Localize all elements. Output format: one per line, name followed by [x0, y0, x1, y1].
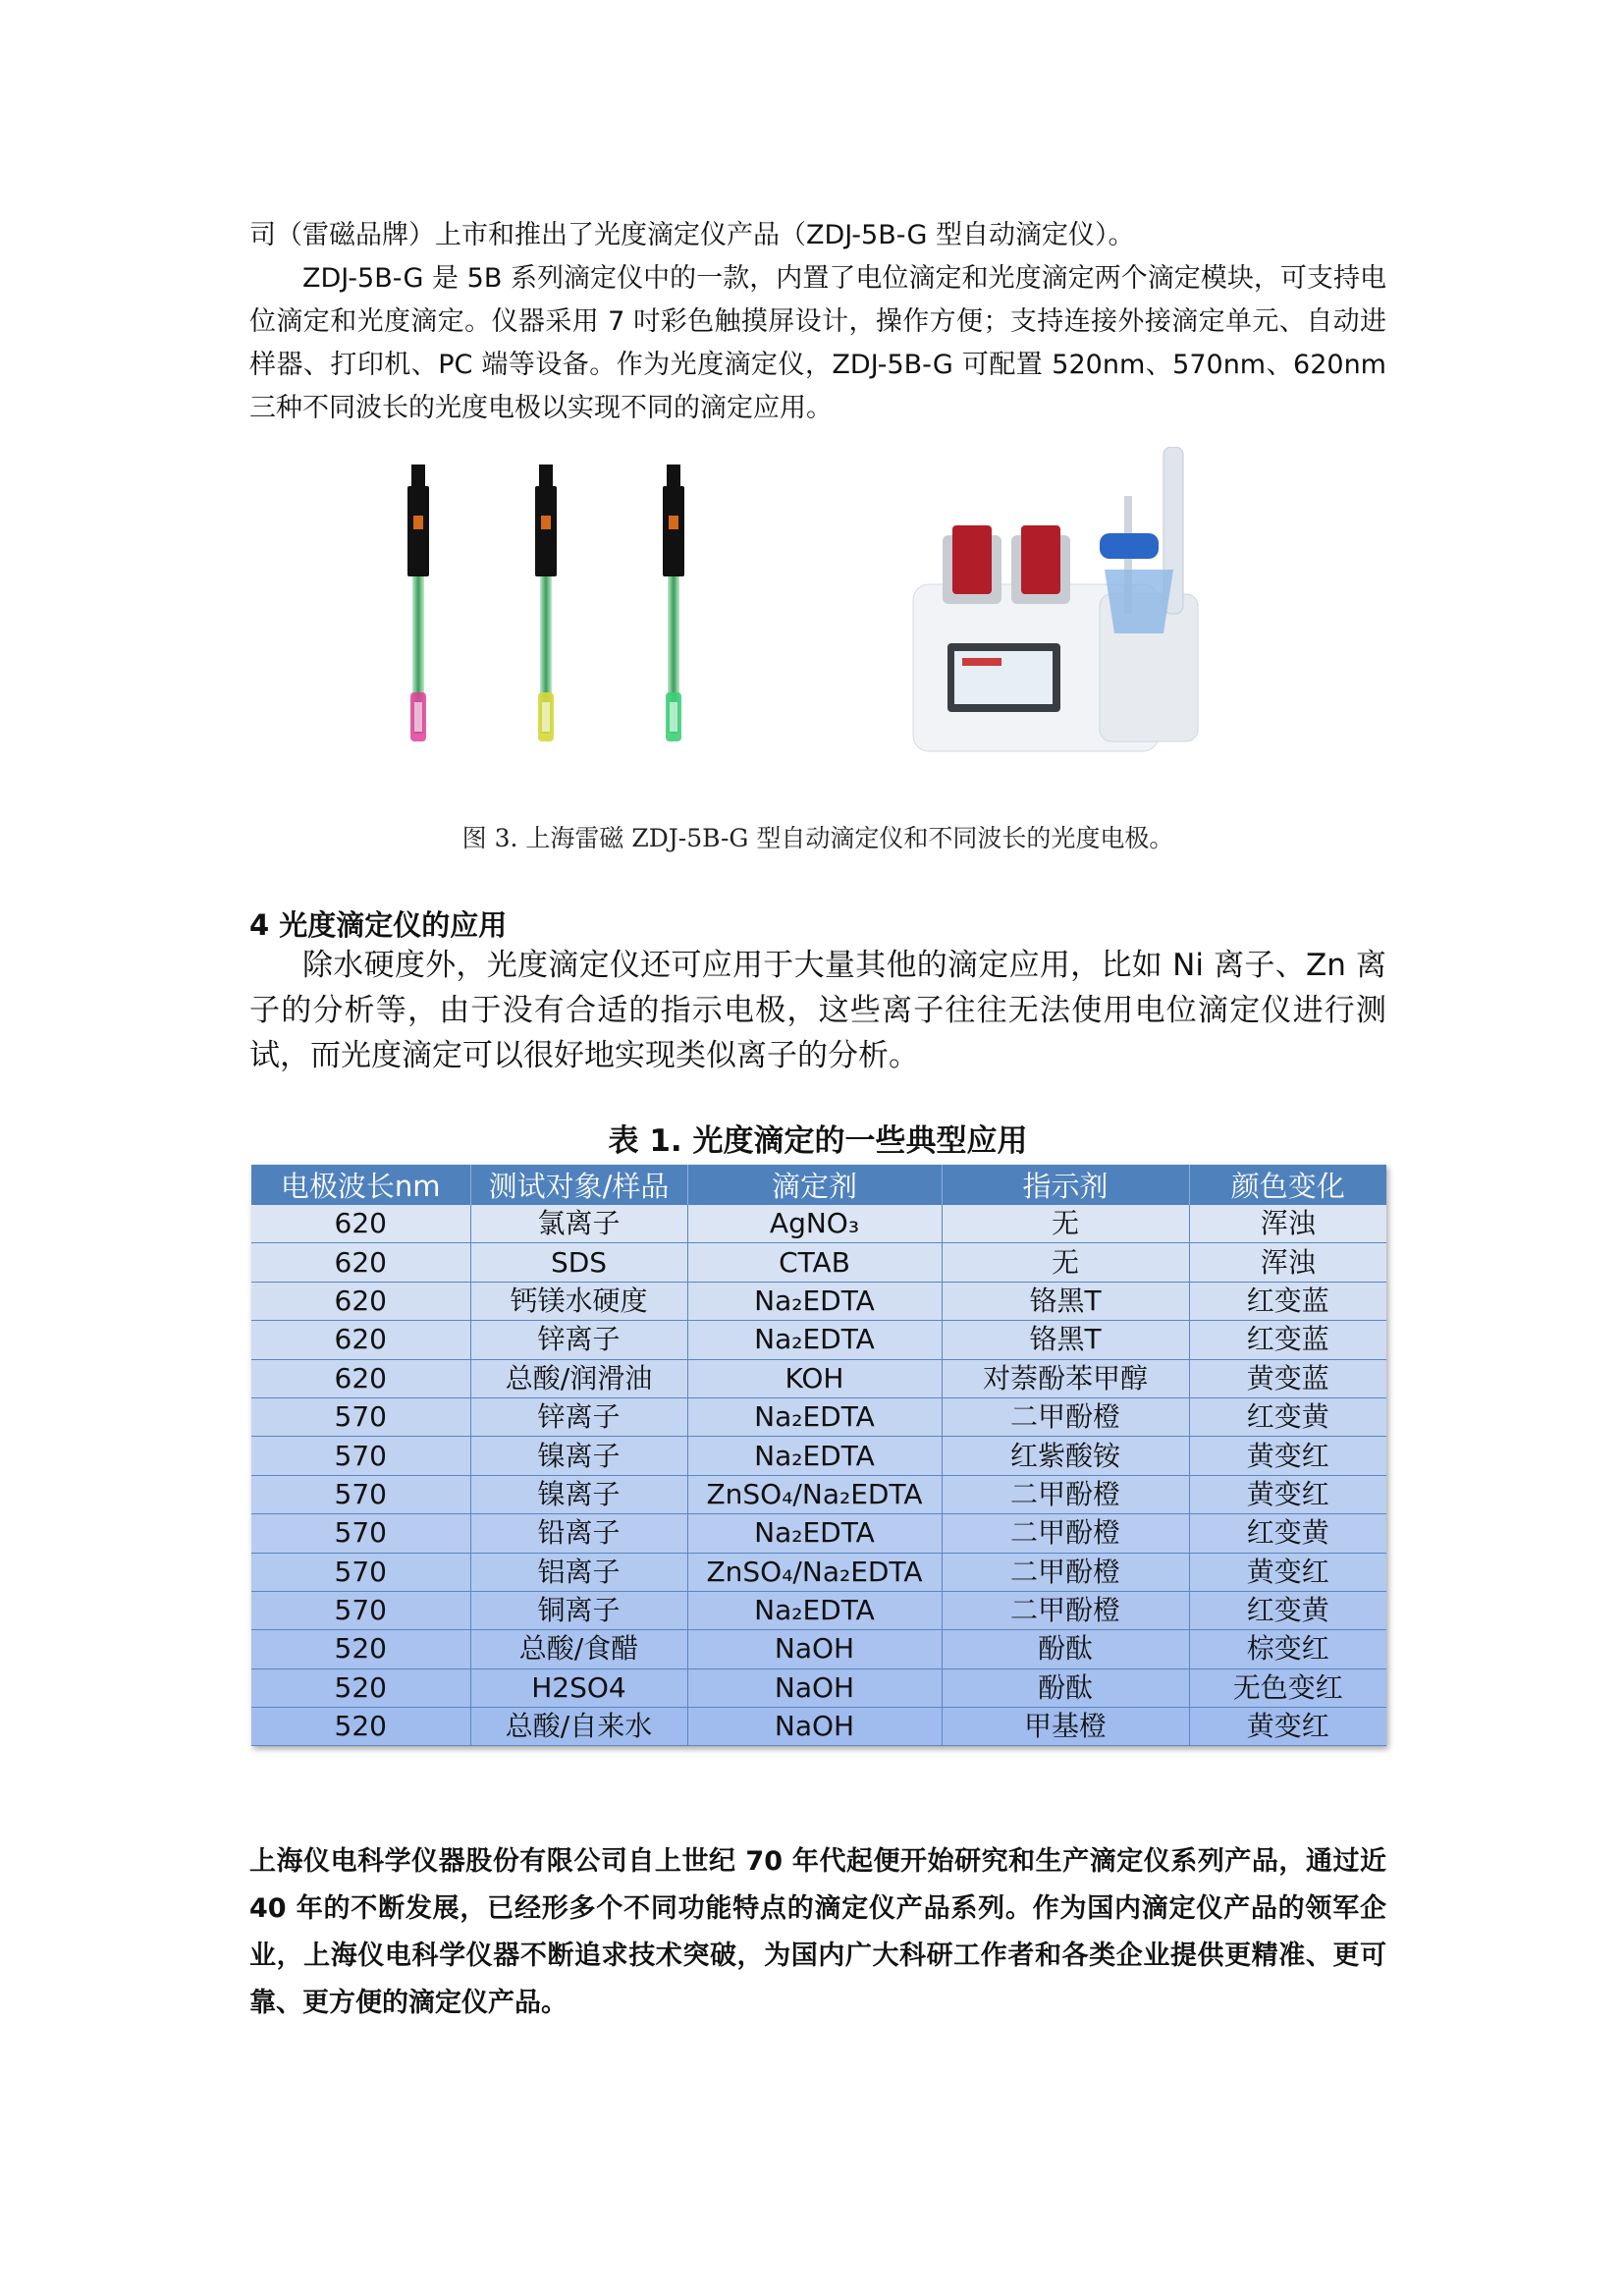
header-sample: 测试对象/样品: [470, 1165, 687, 1205]
table-row: [251, 1397, 1386, 1436]
cell-color-change: 红变黄: [1189, 1397, 1386, 1436]
table-row: [251, 1514, 1386, 1553]
cell-titrant: Na₂EDTA: [687, 1321, 942, 1359]
cell-color-change: 红变蓝: [1189, 1321, 1386, 1359]
cell-wavelength: 620: [251, 1282, 470, 1320]
cell-wavelength: 570: [251, 1514, 470, 1553]
table-row: [251, 1282, 1386, 1320]
table-row: [251, 1243, 1386, 1282]
cell-color-change: 无色变红: [1189, 1668, 1386, 1707]
cell-titrant: KOH: [687, 1359, 942, 1397]
cell-indicator: 铬黑T: [942, 1282, 1189, 1320]
cell-wavelength: 570: [251, 1591, 470, 1629]
cell-sample: 铜离子: [470, 1591, 687, 1629]
cell-titrant: NaOH: [687, 1668, 942, 1707]
table-row: [251, 1475, 1386, 1513]
applications-table: [251, 1165, 1386, 1746]
header-titrant: 滴定剂: [687, 1165, 942, 1205]
section-paragraph: 除水硬度外，光度滴定仪还可应用于大量其他的滴定应用，比如 Ni 离子、Zn 离子的分析等，由于没有合适的指示电极，这些离子往往无法使用电位滴定仪进行测试，而光度滴定可以很好地实现类似离子的分析。: [249, 948, 1386, 1073]
cell-wavelength: 520: [251, 1708, 470, 1746]
table-row: [251, 1359, 1386, 1397]
cell-titrant: Na₂EDTA: [687, 1514, 942, 1553]
header-color-change: 颜色变化: [1189, 1165, 1386, 1205]
cell-color-change: 浑浊: [1189, 1205, 1386, 1243]
cell-titrant: Na₂EDTA: [687, 1282, 942, 1320]
cell-sample: SDS: [470, 1243, 687, 1282]
cell-wavelength: 620: [251, 1243, 470, 1282]
cell-color-change: 黄变蓝: [1189, 1359, 1386, 1397]
cell-indicator: 二甲酚橙: [942, 1514, 1189, 1553]
cell-titrant: Na₂EDTA: [687, 1437, 942, 1475]
cell-indicator: 红紫酸铵: [942, 1437, 1189, 1475]
cell-color-change: 黄变红: [1189, 1553, 1386, 1591]
cell-color-change: 红变黄: [1189, 1591, 1386, 1629]
cell-wavelength: 520: [251, 1668, 470, 1707]
cell-titrant: ZnSO₄/Na₂EDTA: [687, 1553, 942, 1591]
cell-indicator: 对萘酚苯甲醇: [942, 1359, 1189, 1397]
table-row: [251, 1553, 1386, 1591]
cell-titrant: NaOH: [687, 1708, 942, 1746]
cell-sample: 镍离子: [470, 1475, 687, 1513]
cell-indicator: 甲基橙: [942, 1708, 1189, 1746]
cell-indicator: 无: [942, 1205, 1189, 1243]
cell-sample: 锌离子: [470, 1321, 687, 1359]
cell-indicator: 二甲酚橙: [942, 1397, 1189, 1436]
cell-sample: 总酸/自来水: [470, 1708, 687, 1746]
electrode-green: [663, 465, 684, 741]
cell-indicator: 铬黑T: [942, 1321, 1189, 1359]
table-row: [251, 1591, 1386, 1629]
cell-indicator: 酚酞: [942, 1668, 1189, 1707]
electrode-figure: [388, 457, 712, 781]
cell-color-change: 浑浊: [1189, 1243, 1386, 1282]
cell-color-change: 黄变红: [1189, 1708, 1386, 1746]
electrode-pink: [407, 465, 429, 741]
cell-titrant: Na₂EDTA: [687, 1397, 942, 1436]
header-indicator: 指示剂: [942, 1165, 1189, 1205]
cell-color-change: 红变黄: [1189, 1514, 1386, 1553]
cell-wavelength: 620: [251, 1205, 470, 1243]
electrode-yellow: [535, 465, 557, 741]
cell-indicator: 二甲酚橙: [942, 1553, 1189, 1591]
cell-titrant: CTAB: [687, 1243, 942, 1282]
cell-wavelength: 620: [251, 1359, 470, 1397]
cell-titrant: ZnSO₄/Na₂EDTA: [687, 1475, 942, 1513]
table-row: [251, 1321, 1386, 1359]
cell-sample: 锌离子: [470, 1397, 687, 1436]
cell-wavelength: 570: [251, 1397, 470, 1436]
cell-titrant: AgNO₃: [687, 1205, 942, 1243]
paragraph-zdj-5b-g: ZDJ-5B-G 是 5B 系列滴定仪中的一款，内置了电位滴定和光度滴定两个滴定模块，可支持电位滴定和光度滴定。仪器采用 7 吋彩色触摸屏设计，操作方便；支持连接外接滴定单元、自动进样器、打印机、PC 端等设备。作为光度滴定仪，ZDJ-5B-G 可配置 520nm、570nm、620nm 三种不同波长的光度电极以实现不同的滴定应用。: [249, 263, 1386, 423]
company-summary: 上海仪电科学仪器股份有限公司自上世纪 70 年代起便开始研究和生产滴定仪系列产品，通过近 40 年的不断发展，已经形多个不同功能特点的滴定仪产品系列。作为国内滴定仪产品的领军企业，上海仪电科学仪器不断追求技术突破，为国内广大科研工作者和各类企业提供更精准、更可靠、更方便的滴定仪产品。: [249, 1846, 1386, 2018]
cell-sample: 铝离子: [470, 1553, 687, 1591]
cell-titrant: NaOH: [687, 1630, 942, 1668]
table-row: [251, 1437, 1386, 1475]
cell-wavelength: 520: [251, 1630, 470, 1668]
cell-sample: 氯离子: [470, 1205, 687, 1243]
cell-sample: 铅离子: [470, 1514, 687, 1553]
table-header-row: [251, 1165, 1386, 1205]
table-title: 表 1. 光度滴定的一些典型应用: [608, 1123, 1028, 1159]
cell-indicator: 二甲酚橙: [942, 1591, 1189, 1629]
table-row: [251, 1205, 1386, 1243]
cell-color-change: 黄变红: [1189, 1437, 1386, 1475]
cell-wavelength: 570: [251, 1553, 470, 1591]
table-row: [251, 1668, 1386, 1707]
table-row: [251, 1630, 1386, 1668]
cell-color-change: 红变蓝: [1189, 1282, 1386, 1320]
figure-caption: 图 3. 上海雷磁 ZDJ-5B-G 型自动滴定仪和不同波长的光度电极。: [461, 824, 1174, 852]
cell-wavelength: 620: [251, 1321, 470, 1359]
section-heading: 4 光度滴定仪的应用: [249, 908, 508, 942]
cell-sample: 镍离子: [470, 1437, 687, 1475]
cell-indicator: 无: [942, 1243, 1189, 1282]
cell-sample: 总酸/食醋: [470, 1630, 687, 1668]
cell-wavelength: 570: [251, 1437, 470, 1475]
cell-sample: 总酸/润滑油: [470, 1359, 687, 1397]
cell-color-change: 棕变红: [1189, 1630, 1386, 1668]
table-row: [251, 1708, 1386, 1746]
titrator-instrument-figure: [903, 447, 1208, 761]
cell-color-change: 黄变红: [1189, 1475, 1386, 1513]
header-wavelength: 电极波长nm: [251, 1165, 470, 1205]
cell-sample: 钙镁水硬度: [470, 1282, 687, 1320]
cell-sample: H2SO4: [470, 1668, 687, 1707]
cell-titrant: Na₂EDTA: [687, 1591, 942, 1629]
cell-wavelength: 570: [251, 1475, 470, 1513]
cell-indicator: 酚酞: [942, 1630, 1189, 1668]
intro-line: 司（雷磁品牌）上市和推出了光度滴定仪产品（ZDJ-5B-G 型自动滴定仪）。: [249, 220, 1135, 250]
cell-indicator: 二甲酚橙: [942, 1475, 1189, 1513]
